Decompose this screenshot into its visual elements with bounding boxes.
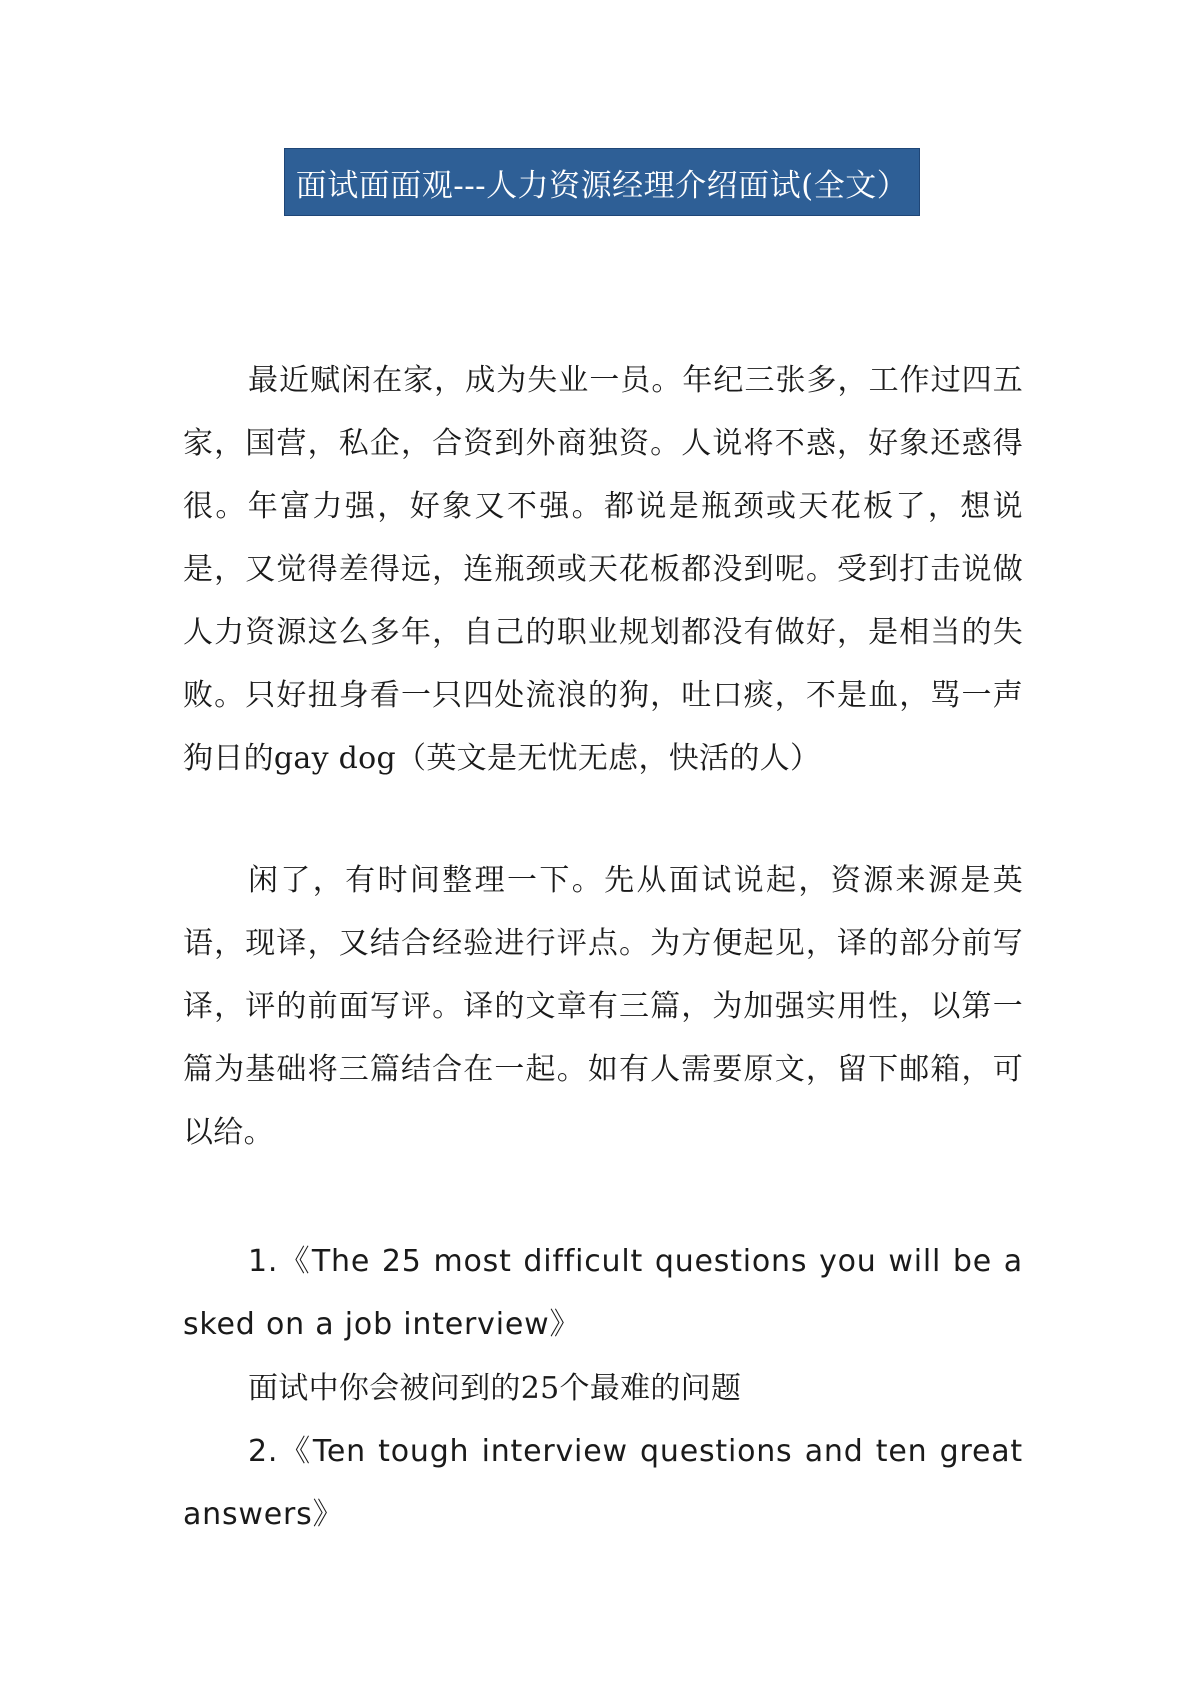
paragraph-intro: 最近赋闲在家，成为失业一员。年纪三张多，工作过四五家，国营，私企，合资到外商独资。人说将不惑，好象还惑得很。年富力强，好象又不强。都说是瓶颈或天花板了，想说是，又觉得差得远，连瓶颈或天花板都没到呢。受到打击说做人力资源这么多年，自己的职业规划都没有做好，是相当的失败。只好扭身看一只四处流浪的狗，吐口痰，不是血，骂一声狗日的gay dog（英文是无忧无虑，快活的人） bbox=[183, 363, 1023, 776]
list-item-1-heading: 1.《The 25 most difficult questions you will be asked on a job interview》 bbox=[183, 1244, 1023, 1342]
list-item-2-heading: 2.《Ten tough interview questions and ten great answers》 bbox=[183, 1434, 1023, 1532]
document-title-banner bbox=[284, 148, 920, 216]
document-title: 面试面面观---人力资源经理介绍面试(全文） bbox=[295, 167, 909, 204]
paragraph-organize: 闲了，有时间整理一下。先从面试说起，资源来源是英语，现译，又结合经验进行评点。为方便起见，译的部分前写译，评的前面写评。译的文章有三篇，为加强实用性，以第一篇为基础将三篇结合在一起。如有人需要原文，留下邮箱，可以给。 bbox=[183, 863, 1023, 1150]
list-item-1-translation: 面试中你会被问到的25个最难的问题 bbox=[248, 1371, 742, 1406]
